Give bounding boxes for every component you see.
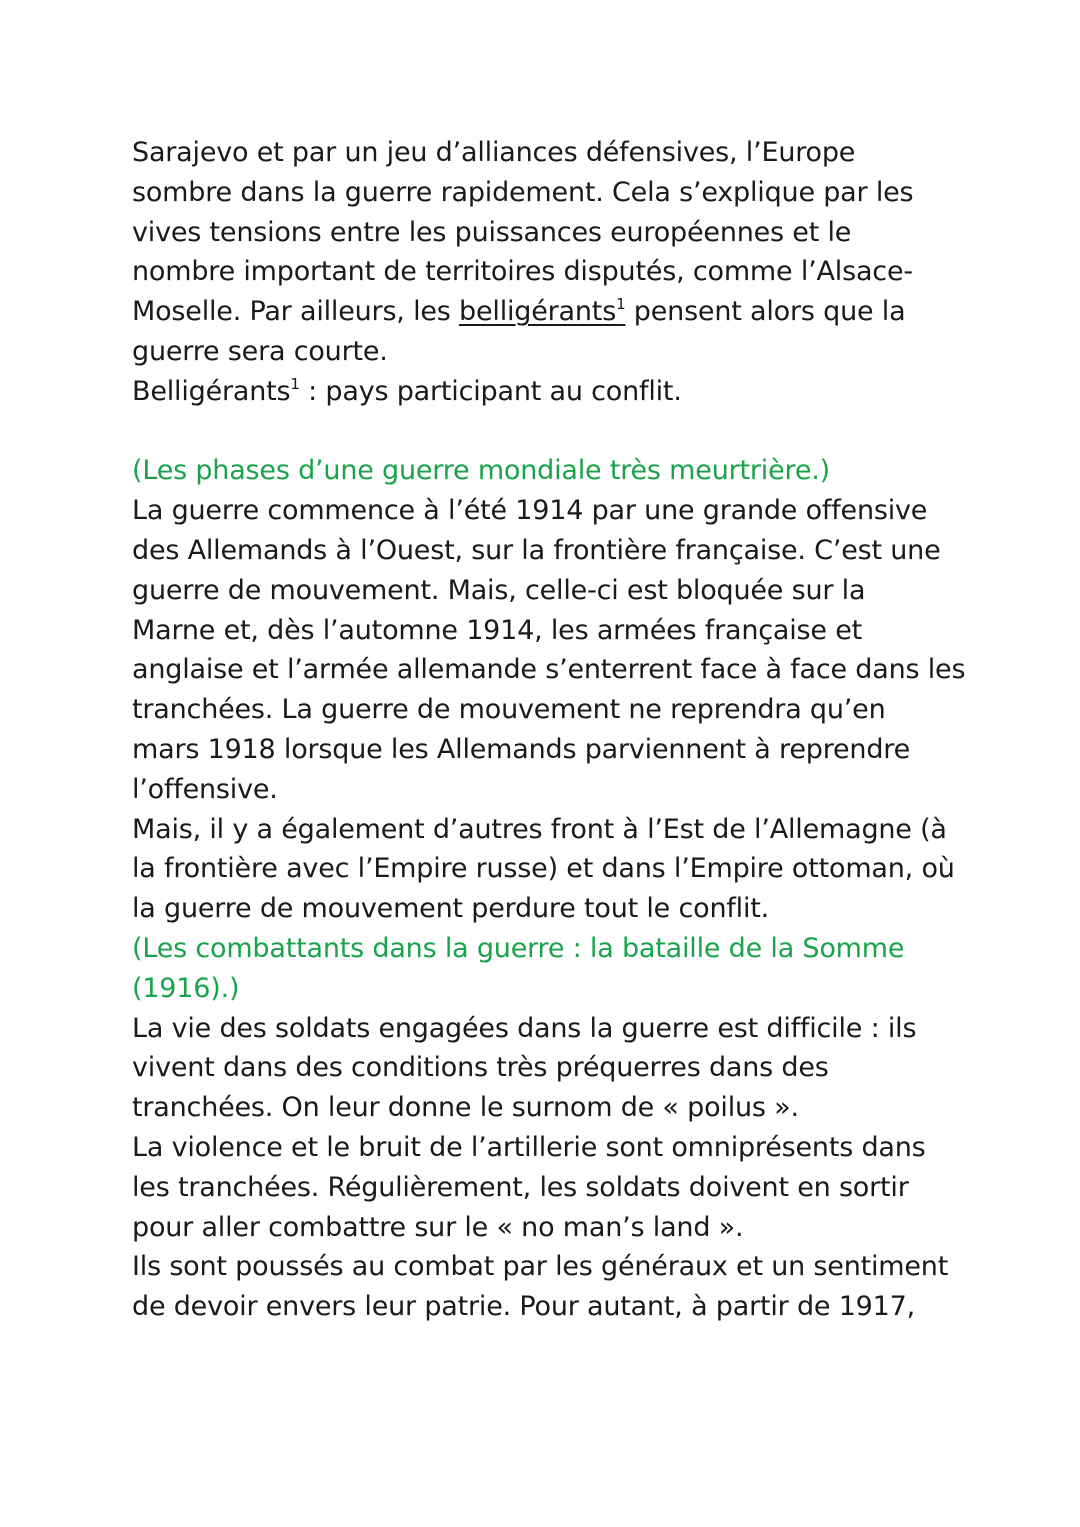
paragraph-line: anglaise et l’armée allemande s’enterrent face à face dans les (132, 654, 966, 686)
footnote-definition (132, 372, 1012, 412)
section-heading-phases: (Les phases d’une guerre mondiale très meurtrière.) (132, 455, 830, 487)
paragraph-line: Marne et, dès l’automne 1914, les armées française et (132, 614, 862, 646)
paragraph-line: la frontière avec l’Empire russe) et dans l’Empire ottoman, où (132, 853, 955, 885)
paragraph-line: Mais, il y a également d’autres front à l’Est de l’Allemagne (à (132, 813, 947, 845)
paragraph-line: vivent dans des conditions très préquerres dans des (132, 1052, 829, 1084)
paragraph-line: de devoir envers leur patrie. Pour autant, à partir de 1917, (132, 1291, 915, 1323)
document-text (132, 133, 1012, 1327)
footnote-marker: 1 (616, 295, 626, 314)
paragraph-line: mars 1918 lorsque les Allemands parviennent à reprendre (132, 733, 910, 765)
paragraph-line: des Allemands à l’Ouest, sur la frontière française. C’est une (132, 534, 941, 566)
footnote-term: Belligérants (132, 375, 291, 407)
text-run: pensent alors que la (625, 296, 906, 328)
blank-line (132, 412, 1012, 452)
paragraph-line: nombre important de territoires disputés, comme l’Alsace- (132, 256, 913, 288)
paragraph-line: tranchées. La guerre de mouvement ne reprendra qu’en (132, 694, 886, 726)
text-run: Moselle. Par ailleurs, les (132, 296, 460, 328)
paragraph-line: les tranchées. Régulièrement, les soldats doivent en sortir (132, 1171, 909, 1203)
paragraph-line: sombre dans la guerre rapidement. Cela s’explique par les (132, 176, 914, 208)
paragraph-line: La guerre commence à l’été 1914 par une grande offensive (132, 495, 928, 527)
paragraph-line: vives tensions entre les puissances européennes et le (132, 216, 852, 248)
section-heading-combattants: (Les combattants dans la guerre : la bataille de la Somme (132, 932, 905, 964)
paragraph-line: guerre sera courte. (132, 335, 388, 367)
paragraph-line: tranchées. On leur donne le surnom de « poilus ». (132, 1092, 799, 1124)
paragraph-line: La violence et le bruit de l’artillerie sont omniprésents dans (132, 1131, 926, 1163)
term-text: belligérants (459, 296, 617, 328)
underlined-term (459, 296, 625, 327)
paragraph-line: Ils sont poussés au combat par les généraux et un sentiment (132, 1251, 949, 1283)
paragraph-line: la guerre de mouvement perdure tout le conflit. (132, 893, 770, 925)
paragraph-line: Sarajevo et par un jeu d’alliances défensives, l’Europe (132, 137, 856, 168)
footnote-text: : pays participant au conflit. (299, 375, 682, 407)
paragraph-line (132, 292, 1012, 332)
paragraph-line: La vie des soldats engagées dans la guerre est difficile : ils (132, 1012, 917, 1044)
footnote-marker: 1 (290, 374, 300, 393)
paragraph-line: l’offensive. (132, 773, 278, 805)
section-heading-combattants: (1916).) (132, 972, 240, 1004)
paragraph-line: pour aller combattre sur le « no man’s land ». (132, 1211, 744, 1243)
paragraph-line: guerre de mouvement. Mais, celle-ci est bloquée sur la (132, 574, 866, 606)
